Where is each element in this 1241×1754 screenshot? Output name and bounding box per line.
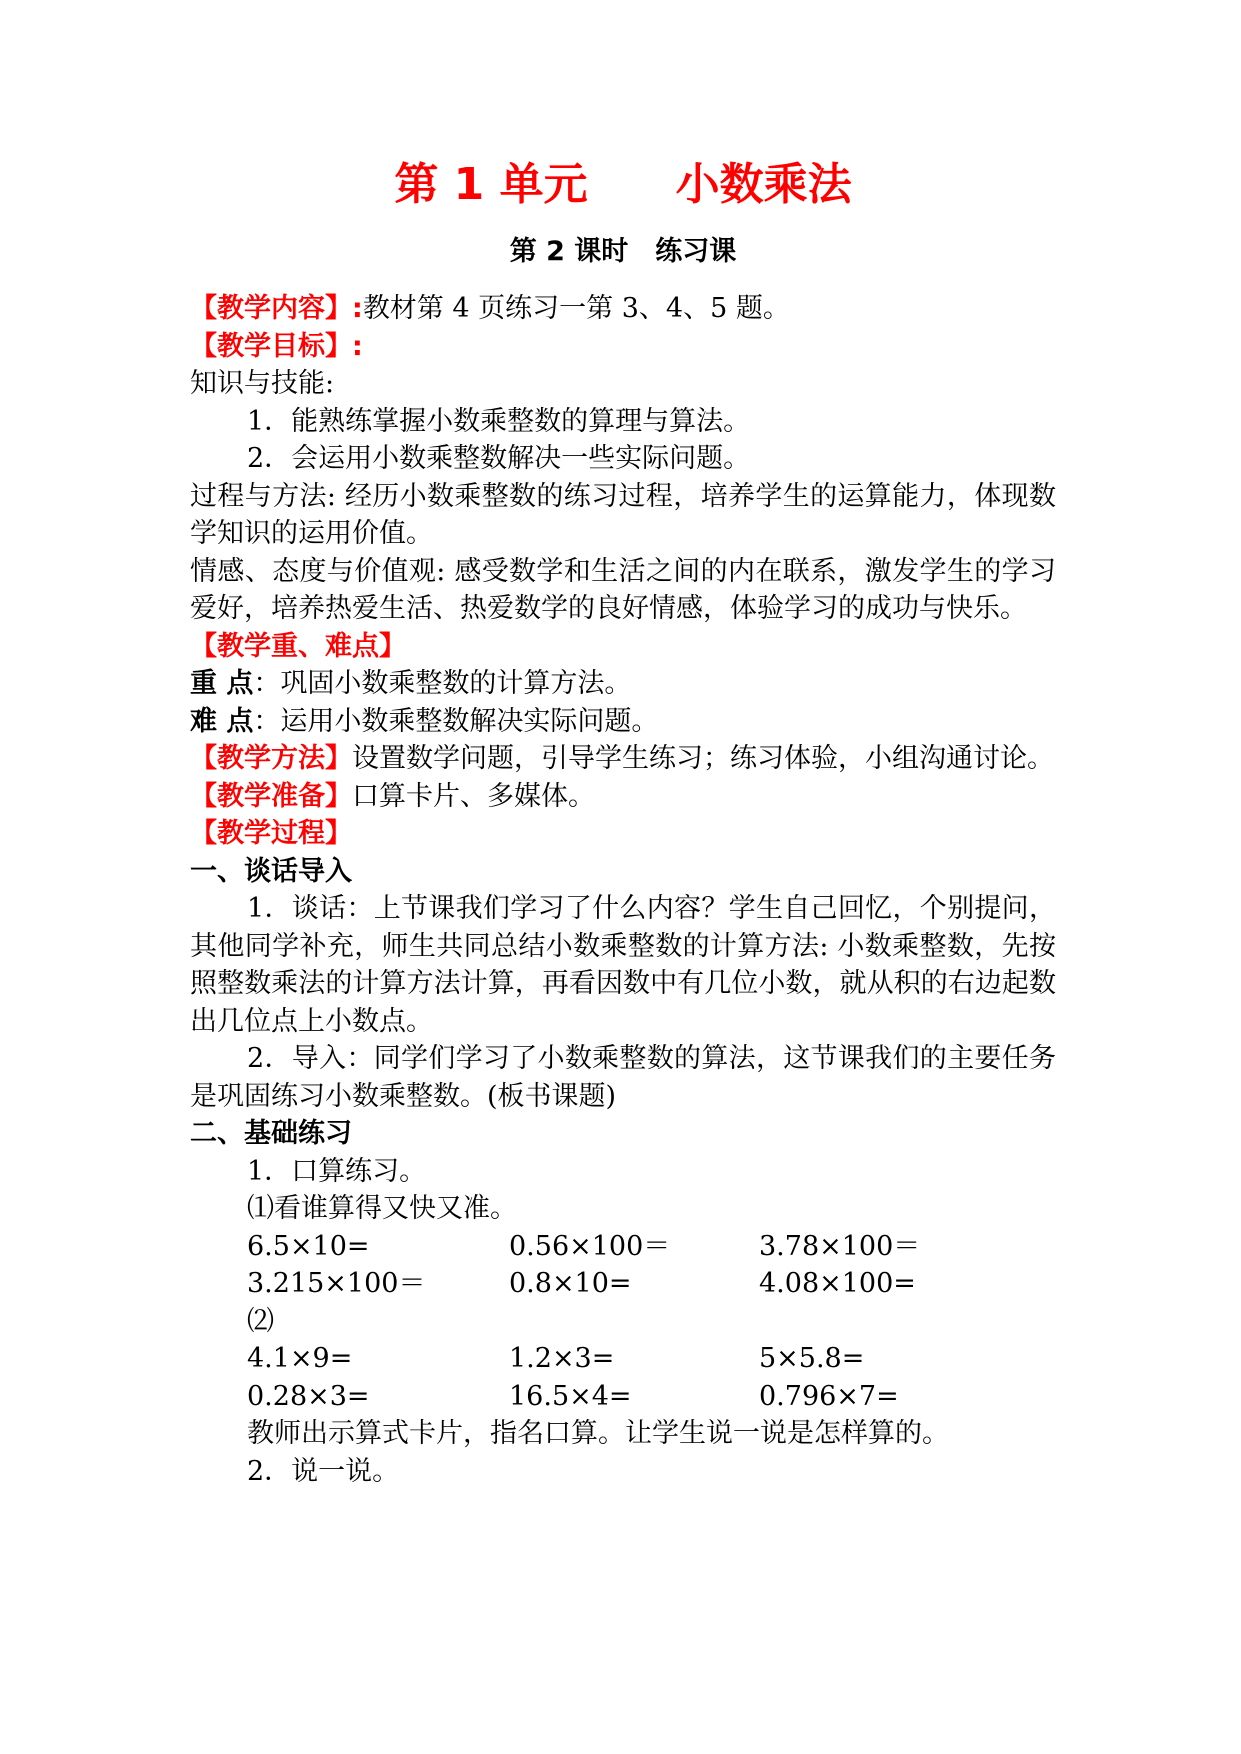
- exercise-cell: 1.2×3=: [509, 1343, 615, 1374]
- exercise-cell: 4.08×100=: [759, 1268, 916, 1299]
- knowledge-label: 知识与技能:: [190, 368, 335, 399]
- exercise-cell: 4.1×9=: [247, 1343, 353, 1374]
- exercise-sub-1: ⑴看谁算得又快又准。: [247, 1193, 517, 1224]
- exercise-cell: 3.78×100＝: [759, 1230, 921, 1262]
- exercise-cell: 5×5.8=: [759, 1343, 865, 1374]
- exercise-cell: 6.5×10=: [247, 1230, 370, 1262]
- prep-text: 口算卡片、多媒体。: [352, 780, 595, 812]
- exercise-item-2: 2．说一说。: [247, 1455, 400, 1487]
- document-page: [190, 150, 1056, 1490]
- exercise-cell: 0.28×3=: [247, 1380, 370, 1412]
- hard-point-label: 难 点: [190, 705, 254, 737]
- method-text: 设置数学问题，引导学生练习；练习体验，小组沟通讨论。: [352, 743, 1054, 774]
- exercise-cell: 16.5×4=: [509, 1380, 632, 1412]
- key-point-text: ：巩固小数乘整数的计算方法。: [253, 668, 632, 699]
- exercise-row: [190, 1340, 1056, 1378]
- emotion-goal: 情感、态度与价值观: 感受数学和生活之间的内在联系，激发学生的学习爱好，培养热爱生活、热爱数学的良好情感，体验学习的成功与快乐。: [190, 555, 1056, 624]
- exercise-cell: 3.215×100＝: [247, 1268, 426, 1299]
- teacher-note: 教师出示算式卡片，指名口算。让学生说一说是怎样算的。: [247, 1418, 949, 1449]
- unit-title: 第 1 单元 小数乘法: [394, 159, 852, 210]
- goals-label: 【教学目标】:: [190, 330, 363, 362]
- content-text: 教材第 4 页练习一第 3、4、5 题。: [362, 293, 790, 324]
- exercise-cell: 0.56×100＝: [509, 1230, 671, 1262]
- section2-heading: 二、基础练习: [190, 1118, 352, 1149]
- content-label: 【教学内容】:: [190, 293, 363, 324]
- process-goal: 过程与方法: 经历小数乘整数的练习过程，培养学生的运算能力，体现数学知识的运用价值。: [190, 480, 1056, 549]
- exercise-item-1: 1．口算练习。: [247, 1155, 427, 1187]
- exercise-row: [190, 1228, 1056, 1266]
- hard-point-text: ：运用小数乘整数解决实际问题。: [253, 705, 659, 737]
- knowledge-item-1: 1．能熟练掌握小数乘整数的算理与算法。: [247, 405, 751, 437]
- prep-label: 【教学准备】: [190, 780, 352, 812]
- process-label: 【教学过程】: [190, 818, 352, 849]
- section1-heading: 一、谈话导入: [190, 855, 352, 887]
- exercise-cell: 0.8×10=: [509, 1268, 632, 1299]
- knowledge-item-2: 2．会运用小数乘整数解决一些实际问题。: [247, 443, 751, 474]
- exercise-row: [190, 1378, 1056, 1416]
- key-point-label: 重 点: [190, 668, 254, 699]
- section1-paragraph-2: 2．导入：同学们学习了小数乘整数的算法，这节课我们的主要任务是巩固练习小数乘整数。(板书课题): [190, 1043, 1056, 1112]
- section1-paragraph-1: 1．谈话：上节课我们学习了什么内容？学生自己回忆，个别提问，其他同学补充，师生共同总结小数乘整数的计算方法: 小数乘整数，先按照整数乘法的计算方法计算，再看因数中有几位小数，就从积的右边起数出几位点上小数点。: [190, 893, 1056, 1037]
- keypoints-label: 【教学重、难点】: [190, 630, 406, 662]
- method-label: 【教学方法】: [190, 743, 352, 774]
- teaching-content: [190, 290, 1056, 328]
- exercise-row: [190, 1265, 1056, 1303]
- lesson-subtitle: 第 2 课时 练习课: [509, 236, 737, 267]
- exercise-sub-2: ⑵: [247, 1305, 274, 1337]
- exercise-cell: 0.796×7=: [759, 1380, 899, 1412]
